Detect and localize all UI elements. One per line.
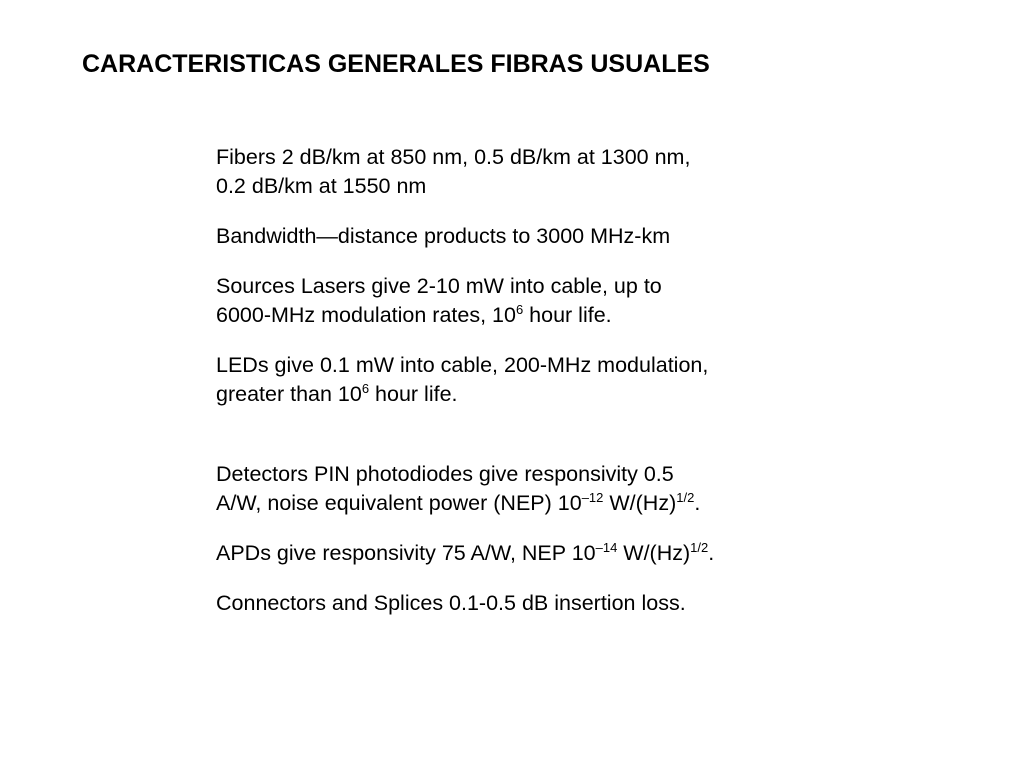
pin-line-2-end: . <box>694 491 701 515</box>
apd-unit-exponent: 1/2 <box>690 540 709 555</box>
apd-line-1-end: . <box>708 541 715 565</box>
fibers-line-2: 0.2 dB/km at 1550 nm <box>216 174 427 198</box>
paragraph-pin-detectors <box>216 460 856 518</box>
fibers-line-1: Fibers 2 dB/km at 850 nm, 0.5 dB/km at 1300 nm, <box>216 145 691 169</box>
pin-nep-exponent: –12 <box>581 490 604 505</box>
apd-nep-exponent: –14 <box>595 540 618 555</box>
lasers-line-2-end: hour life. <box>523 303 612 327</box>
apd-line-1-unit: W/(Hz) <box>617 541 691 565</box>
page-title: CARACTERISTICAS GENERALES FIBRAS USUALES <box>82 50 710 78</box>
bandwidth-line-1: Bandwidth—distance products to 3000 MHz-km <box>216 224 671 248</box>
paragraph-connectors <box>216 589 856 618</box>
apd-line-1-text: APDs give responsivity 75 A/W, NEP 10 <box>216 541 596 565</box>
paragraph-leds <box>216 351 856 409</box>
lasers-line-2-text: 6000-MHz modulation rates, 10 <box>216 303 516 327</box>
lasers-line-1: Sources Lasers give 2-10 mW into cable, up to <box>216 274 662 298</box>
lasers-exponent: 6 <box>515 302 524 317</box>
paragraph-fibers <box>216 143 856 201</box>
pin-unit-exponent: 1/2 <box>676 490 695 505</box>
leds-line-2-end: hour life. <box>369 382 458 406</box>
leds-line-2-text: greater than 10 <box>216 382 362 406</box>
leds-exponent: 6 <box>361 381 370 396</box>
paragraph-bandwidth <box>216 222 856 251</box>
slide-body <box>216 143 856 618</box>
pin-line-2-text: A/W, noise equivalent power (NEP) 10 <box>216 491 582 515</box>
pin-line-1: Detectors PIN photodiodes give responsivity 0.5 <box>216 462 674 486</box>
leds-line-1: LEDs give 0.1 mW into cable, 200-MHz modulation, <box>216 353 709 377</box>
connectors-line-1: Connectors and Splices 0.1-0.5 dB insertion loss. <box>216 591 686 615</box>
paragraph-lasers <box>216 272 856 330</box>
pin-line-2-unit: W/(Hz) <box>603 491 677 515</box>
paragraph-apds <box>216 539 856 568</box>
